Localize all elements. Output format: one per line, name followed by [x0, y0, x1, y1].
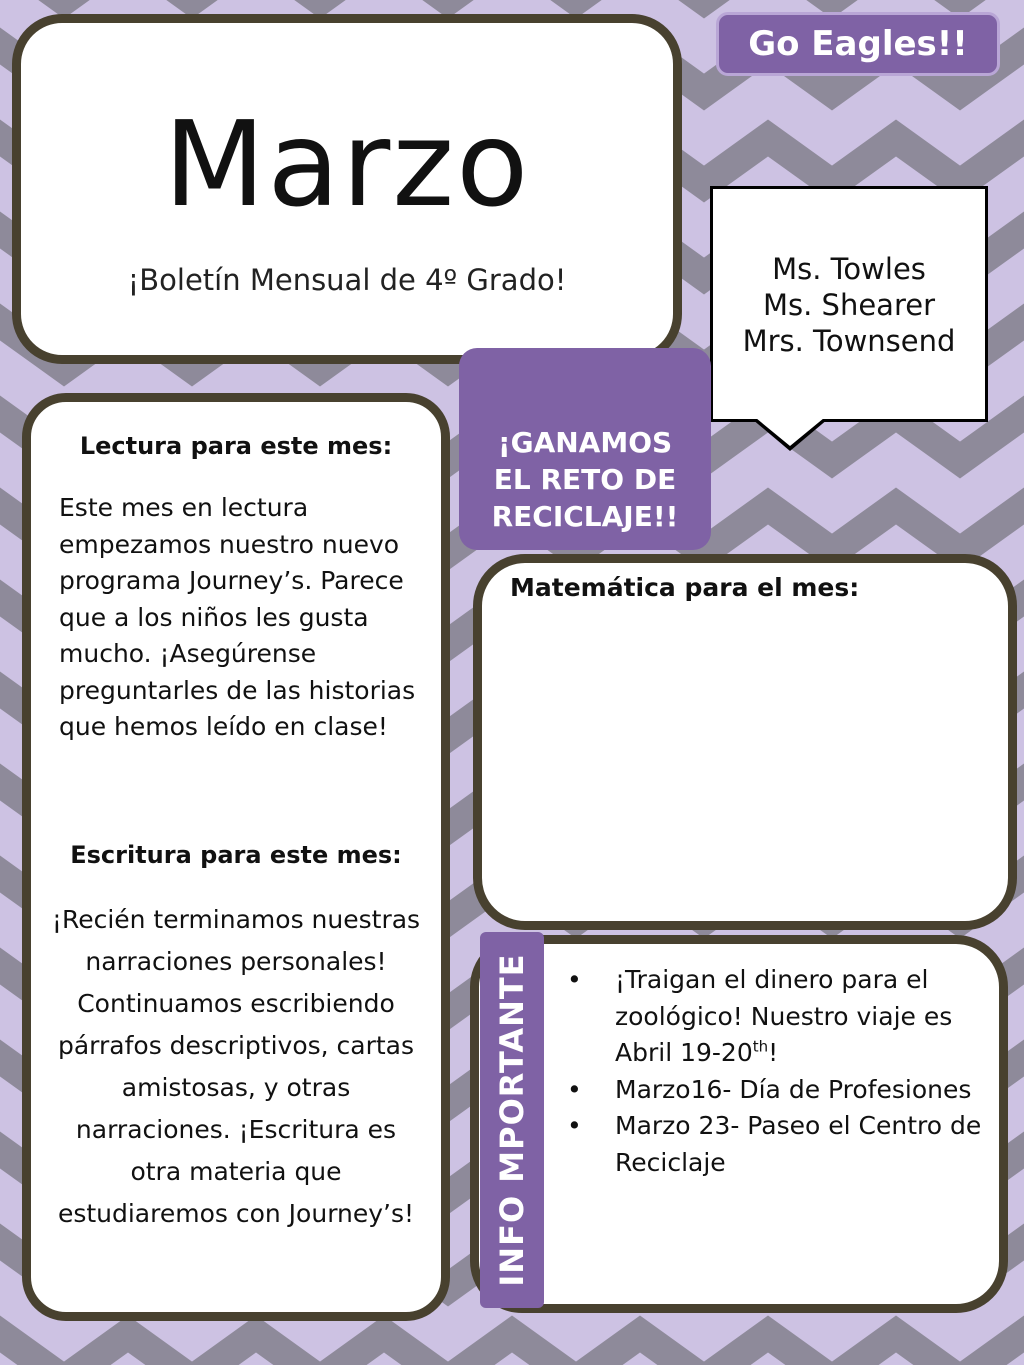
teacher-name: Ms. Towles: [772, 252, 926, 286]
teachers-callout: [710, 186, 988, 422]
announcement-line: ¡GANAMOS: [497, 426, 673, 459]
announcement-line: EL RETO DE: [493, 463, 677, 496]
newsletter-subtitle: ¡Boletín Mensual de 4º Grado!: [127, 263, 567, 297]
announcement-line: RECICLAJE!!: [491, 500, 679, 533]
info-list: [567, 962, 983, 1181]
reading-writing-panel: [22, 393, 450, 1321]
list-item: • ¡Traigan el dinero para el zoológico! Nuestro viaje es Abril 19-20th!: [567, 962, 983, 1072]
info-label: INFO MPORTANTE: [493, 953, 531, 1287]
math-heading: Matemática para el mes:: [510, 573, 860, 602]
reading-heading: Lectura para este mes:: [79, 432, 393, 460]
callout-tail-fill: [756, 418, 824, 446]
teacher-name: Mrs. Townsend: [742, 324, 956, 358]
info-panel: [470, 935, 1008, 1313]
go-eagles-badge: Go Eagles!!: [716, 12, 1000, 76]
teacher-name: Ms. Shearer: [762, 288, 936, 322]
writing-heading: Escritura para este mes:: [70, 841, 402, 869]
writing-text: ¡Recién terminamos nuestras narraciones personales! Continuamos escribiendo párrafos descriptivos, cartas amistosas, y otras narraciones. ¡Escritura es otra materia que estudiaremos con Journey’s!: [51, 905, 421, 1228]
page-title: Marzo: [163, 95, 531, 233]
info-tab: [480, 932, 544, 1308]
recycling-announcement: [459, 348, 711, 550]
math-panel: [473, 554, 1017, 930]
title-panel: [12, 14, 682, 364]
list-item: • Marzo16- Día de Profesiones: [567, 1072, 983, 1109]
list-item: • Marzo 23- Paseo el Centro de Reciclaje: [567, 1108, 983, 1181]
reading-text: Este mes en lectura empezamos nuestro nuevo programa Journey’s. Parece que a los niños les gusta mucho. ¡Asegúrense preguntarles de las historias que hemos leído en clase!: [59, 493, 416, 741]
